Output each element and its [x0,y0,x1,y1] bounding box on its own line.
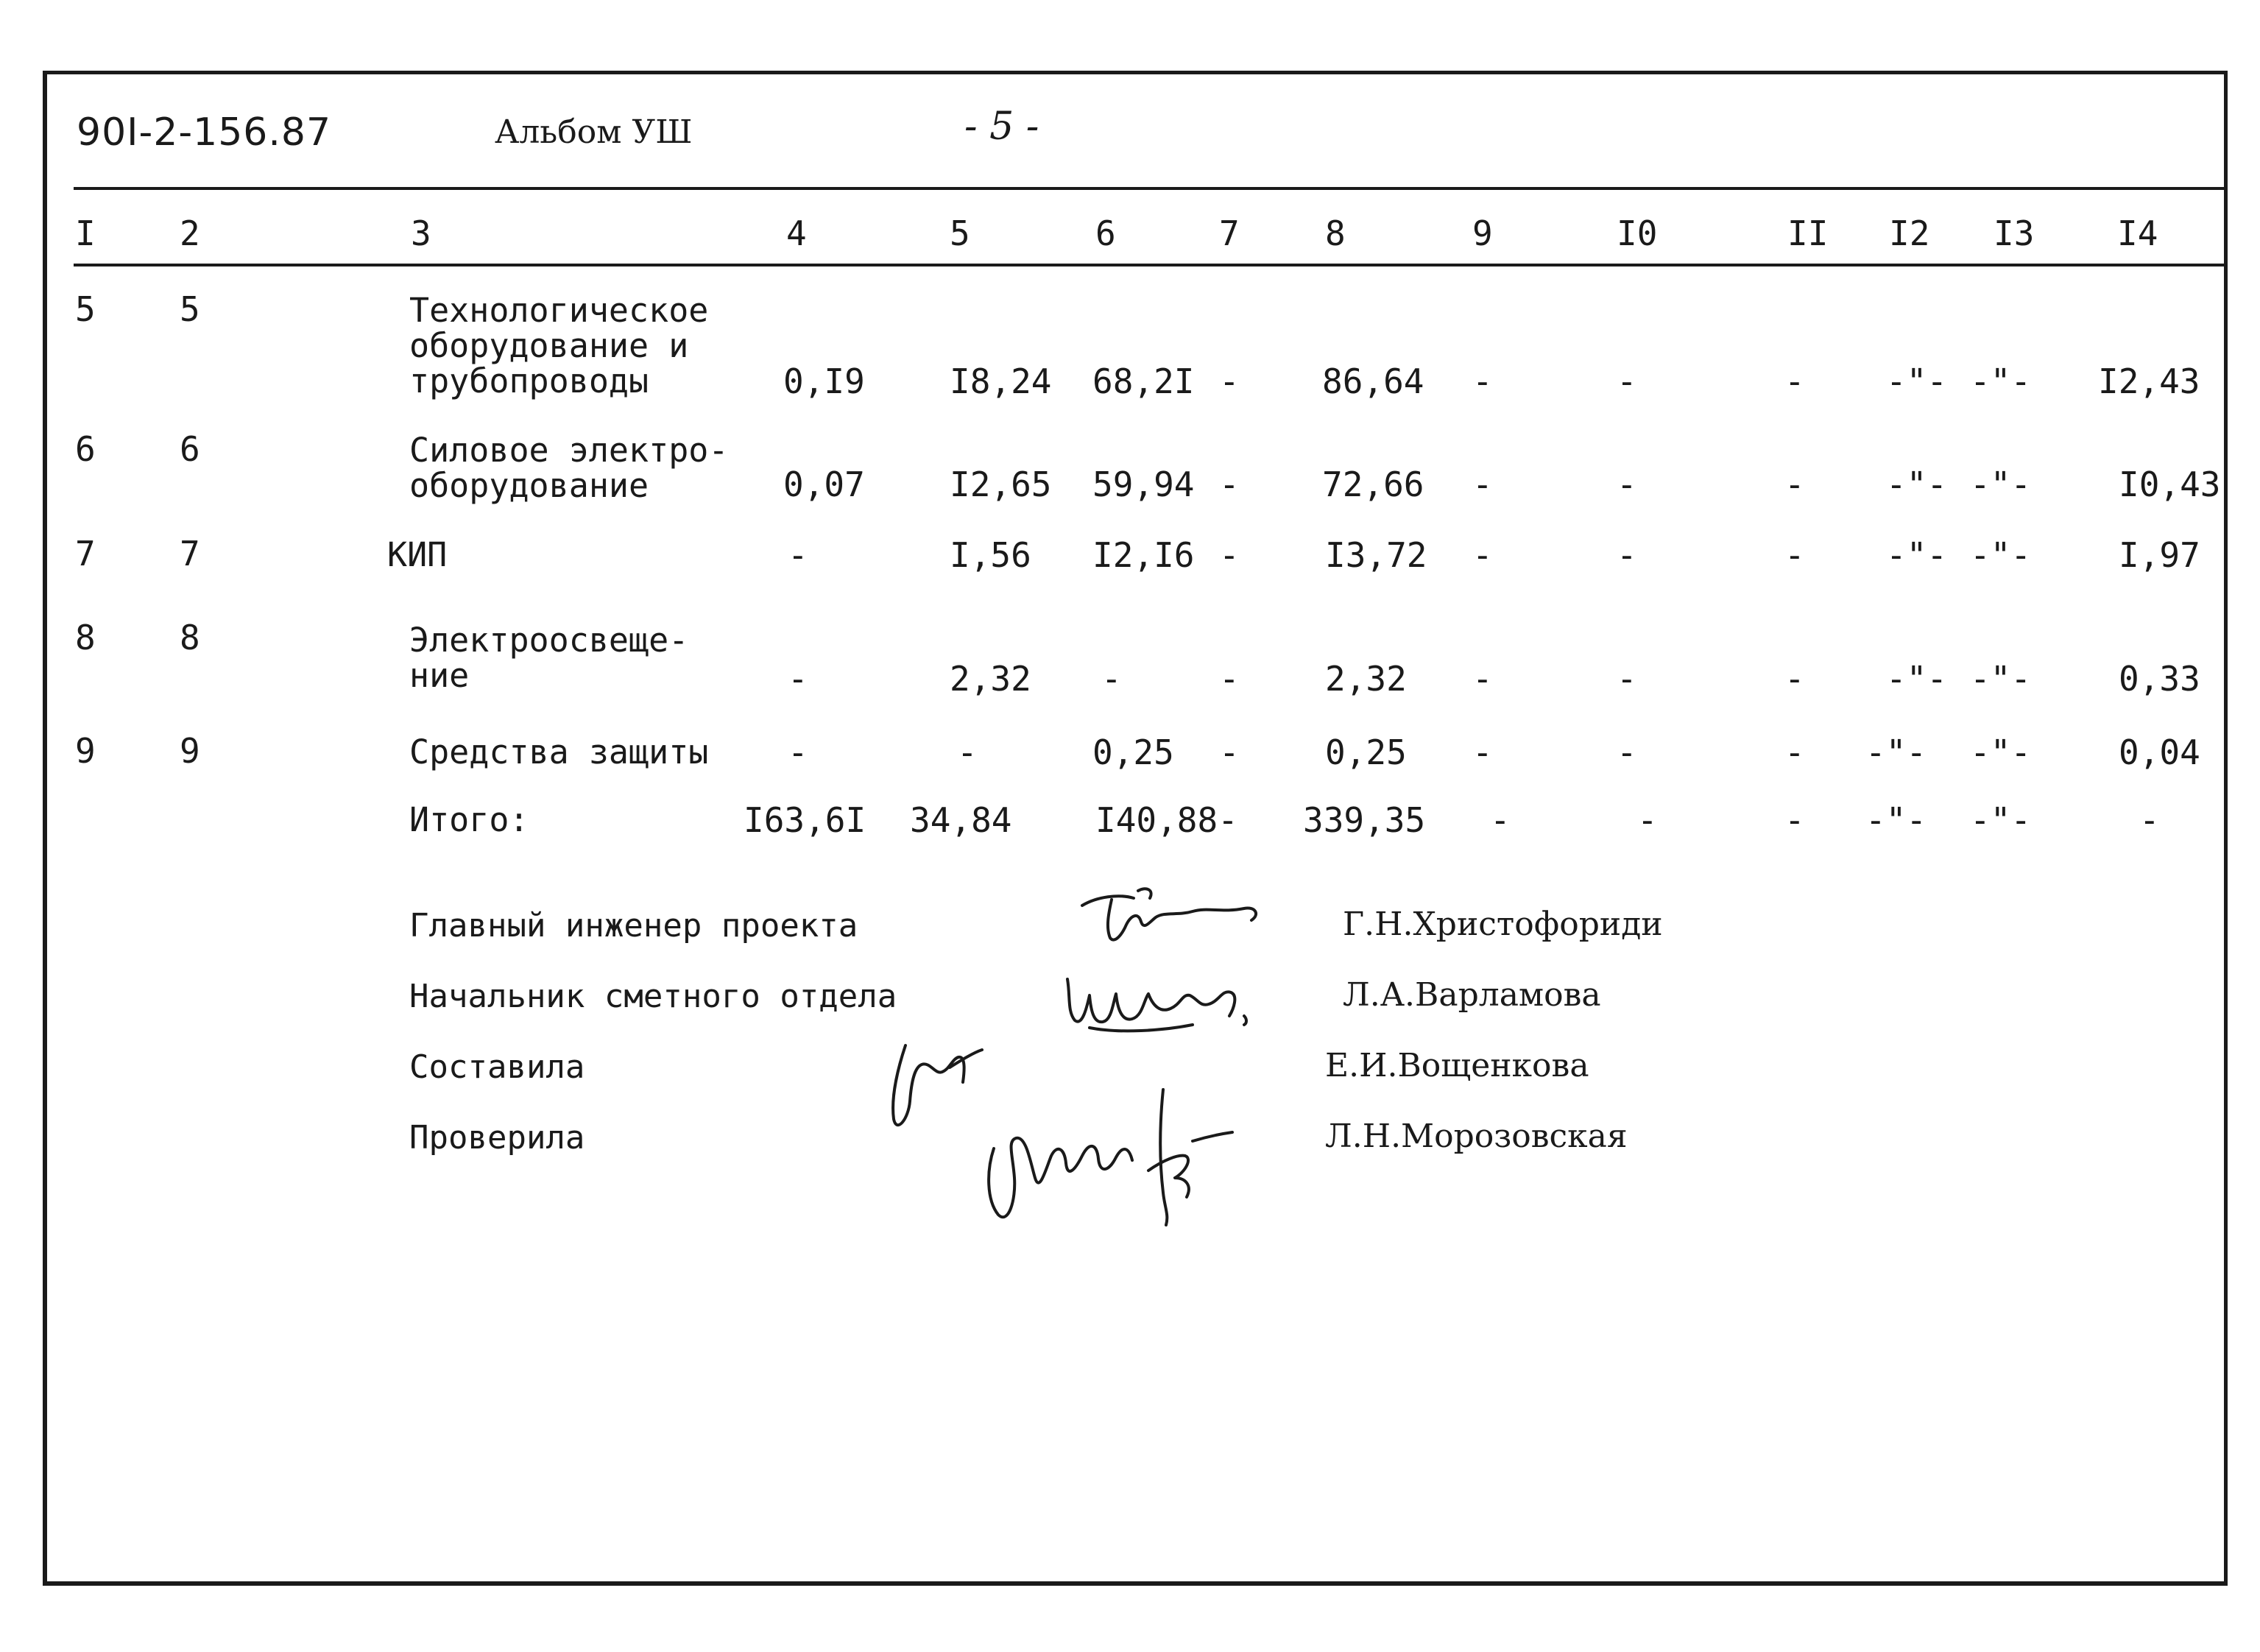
cell-c14: I,97 [2119,535,2200,575]
total-c10: - [1637,800,1658,840]
cell-c6: 0,25 [1092,733,1174,772]
row-name: Силовое электро- оборудование [409,431,729,505]
total-c11: - [1784,800,1805,840]
column-number-4: 4 [786,213,807,253]
cell-c6: I2,I6 [1092,535,1195,575]
cell-c10: - [1617,361,1637,401]
column-number-6: 6 [1095,213,1116,253]
total-label: Итого: [409,800,529,839]
cell-c9: - [1472,535,1493,575]
cell-c11: - [1784,361,1805,401]
cell-c5: - [957,733,978,772]
cell-c4: - [788,733,808,772]
document-code: 90I-2-156.87 [77,110,332,155]
cell-c9: - [1472,465,1493,504]
page-number: - 5 - [964,105,1039,149]
cell-c11: - [1784,659,1805,699]
row-number: 9 [180,731,200,771]
row-number: 7 [180,534,200,573]
cell-c7: - [1219,535,1240,575]
column-number-10: I0 [1617,213,1658,253]
cell-c14: 0,04 [2119,733,2200,772]
column-number-13: I3 [1994,213,2035,253]
signature-estimate-head [1045,957,1281,1045]
cell-c6: 68,2I [1092,361,1195,401]
column-number-8: 8 [1325,213,1346,253]
cell-c9: - [1472,361,1493,401]
signature-chief-engineer [1067,876,1274,957]
signature-person: Л.Н.Морозовская [1325,1118,1628,1155]
row-number: 8 [75,618,96,657]
cell-c10: - [1617,659,1637,699]
column-numbers-rule [74,264,2226,266]
row-number: 5 [75,289,96,329]
row-number: 6 [180,429,200,469]
cell-c12: -"- [1886,535,1948,575]
row-number: 5 [180,289,200,329]
cell-c10: - [1617,535,1637,575]
cell-c5: 2,32 [950,659,1031,699]
row-name: КИП [387,535,448,574]
header-rule [74,187,2226,190]
cell-c4: - [788,659,808,699]
column-number-7: 7 [1219,213,1240,253]
cell-c14: 0,33 [2119,659,2200,699]
cell-c14: I2,43 [2098,361,2200,401]
cell-c8: 0,25 [1325,733,1407,772]
column-number-9: 9 [1472,213,1493,253]
cell-c9: - [1472,659,1493,699]
cell-c12: -"- [1886,659,1948,699]
cell-c14: I0,43 [2119,465,2221,504]
cell-c11: - [1784,535,1805,575]
cell-c10: - [1617,465,1637,504]
signature-person: Е.И.Вощенкова [1325,1047,1589,1084]
signature-role: Начальник сметного отдела [409,978,897,1015]
total-c9: - [1490,800,1511,840]
row-number: 8 [180,618,200,657]
cell-c8: 86,64 [1322,361,1424,401]
row-number: 9 [75,731,96,771]
album-label: Альбом УШ [495,113,693,151]
total-c5: 34,84 [910,800,1012,840]
cell-c6: 59,94 [1092,465,1195,504]
cell-c12: -"- [1865,733,1927,772]
cell-c11: - [1784,733,1805,772]
column-number-12: I2 [1889,213,1930,253]
total-c13: -"- [1970,800,2032,840]
cell-c7: - [1219,733,1240,772]
row-name: Электроосвеще- ние [409,621,689,695]
signature-role: Проверила [409,1119,585,1157]
total-c8: 339,35 [1303,800,1426,840]
cell-c8: 2,32 [1325,659,1407,699]
cell-c8: 72,66 [1322,465,1424,504]
total-c12: -"- [1865,800,1927,840]
column-number-2: 2 [180,213,200,253]
row-name: Технологическое оборудование и трубопроводы [409,291,709,400]
row-number: 6 [75,429,96,469]
cell-c9: - [1472,733,1493,772]
cell-c13: -"- [1970,361,2032,401]
signature-person: Г.Н.Христофориди [1343,906,1663,943]
cell-c5: I2,65 [950,465,1052,504]
cell-c5: I8,24 [950,361,1052,401]
cell-c10: - [1617,733,1637,772]
total-c4: I63,6I [744,800,866,840]
column-number-5: 5 [950,213,970,253]
column-number-14: I4 [2117,213,2158,253]
total-c14: - [2139,800,2160,840]
cell-c6: - [1101,659,1122,699]
cell-c13: -"- [1970,465,2032,504]
cell-c8: I3,72 [1325,535,1427,575]
cell-c4: - [788,535,808,575]
cell-c5: I,56 [950,535,1031,575]
cell-c7: - [1219,465,1240,504]
cell-c7: - [1219,361,1240,401]
cell-c13: -"- [1970,733,2032,772]
signature-checker [972,1067,1237,1237]
cell-c7: - [1219,659,1240,699]
cell-c4: 0,I9 [783,361,865,401]
column-number-1: I [75,213,96,253]
cell-c12: -"- [1886,465,1948,504]
column-number-3: 3 [411,213,431,253]
cell-c13: -"- [1970,659,2032,699]
total-c6: I40,88- [1095,800,1238,840]
column-number-11: II [1787,213,1829,253]
row-number: 7 [75,534,96,573]
row-name: Средства защиты [409,733,709,772]
signature-role: Главный инженер проекта [409,907,858,945]
cell-c4: 0,07 [783,465,865,504]
cell-c12: -"- [1886,361,1948,401]
signature-role: Составила [409,1048,585,1086]
cell-c11: - [1784,465,1805,504]
cell-c13: -"- [1970,535,2032,575]
signature-person: Л.А.Варламова [1343,976,1601,1014]
